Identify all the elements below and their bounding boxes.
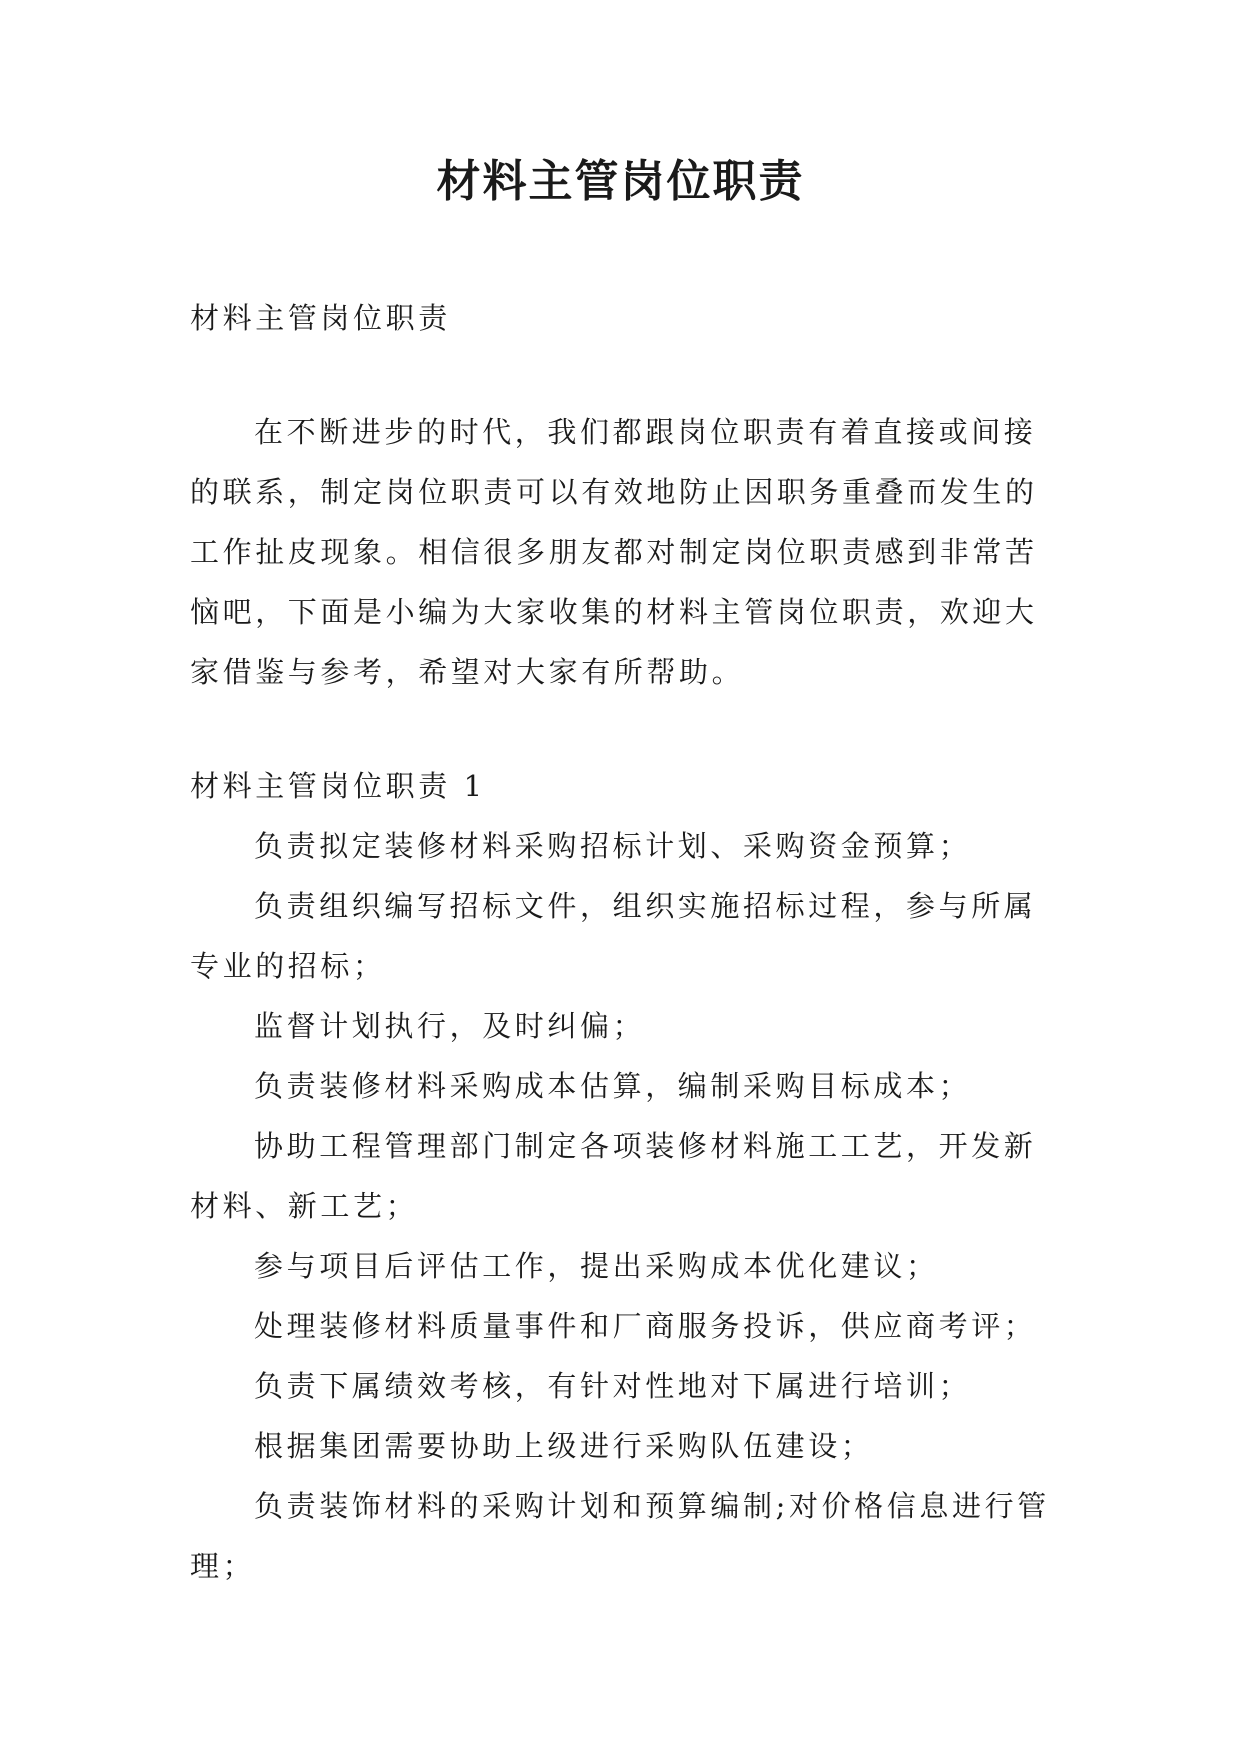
page-title: 材料主管岗位职责 xyxy=(436,156,805,207)
duty-item: 负责装饰材料的采购计划和预算编制;对价格信息进行管理； xyxy=(190,1489,1050,1583)
duty-item: 参与项目后评估工作，提出采购成本优化建议； xyxy=(254,1249,939,1283)
duty-item: 负责拟定装修材料采购招标计划、采购资金预算； xyxy=(254,829,972,863)
duty-item: 负责组织编写招标文件，组织实施招标过程，参与所属专业的招标； xyxy=(190,889,1037,983)
duty-item: 负责装修材料采购成本估算，编制采购目标成本； xyxy=(254,1069,972,1103)
intro-paragraph: 在不断进步的时代，我们都跟岗位职责有着直接或间接的联系，制定岗位职责可以有效地防止因职务重叠而发生的工作扯皮现象。相信很多朋友都对制定岗位职责感到非常苦恼吧，下面是小编为大家收集的材料主管岗位职责，欢迎大家借鉴与参考，希望对大家有所帮助。 xyxy=(190,415,1038,689)
duties-section xyxy=(190,756,1052,1596)
duty-item: 协助工程管理部门制定各项装修材料施工工艺，开发新材料、新工艺； xyxy=(190,1129,1037,1223)
duty-item: 根据集团需要协助上级进行采购队伍建设； xyxy=(254,1429,874,1463)
duty-item: 负责下属绩效考核，有针对性地对下属进行培训； xyxy=(254,1369,972,1403)
section-heading: 材料主管岗位职责 1 xyxy=(190,769,486,803)
document-subtitle: 材料主管岗位职责 xyxy=(190,301,451,335)
duty-item: 监督计划执行，及时纠偏； xyxy=(254,1009,646,1043)
duty-item: 处理装修材料质量事件和厂商服务投诉，供应商考评； xyxy=(254,1309,1037,1343)
